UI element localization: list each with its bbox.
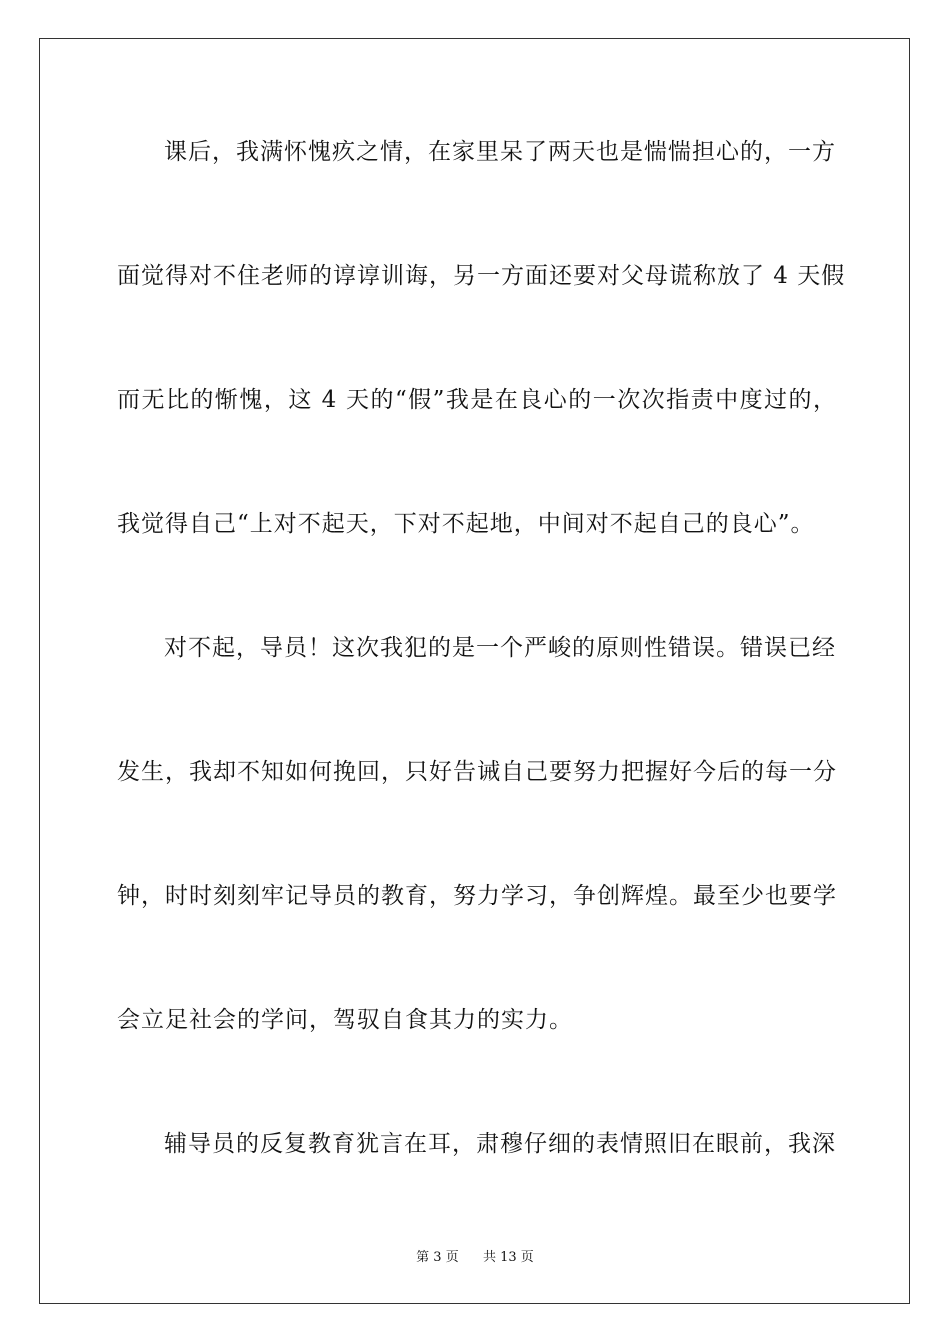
- text-line: 发生，我却不知如何挽回，只好告诫自己要努力把握好今后的每一分: [117, 759, 837, 785]
- text-line: 钟，时时刻刻牢记导员的教育，努力学习，争创辉煌。最至少也要学: [117, 883, 837, 909]
- page-footer: [0, 1246, 950, 1265]
- page-border: [39, 38, 910, 1304]
- text-line: 课后，我满怀愧疚之情，在家里呆了两天也是惴惴担心的，一方: [164, 139, 836, 165]
- text-line: 我觉得自己“上对不起天，下对不起地，中间对不起自己的良心”。: [117, 511, 815, 537]
- page-total: 共 13 页: [483, 1250, 534, 1265]
- text-line: 对不起，导员！这次我犯的是一个严峻的原则性错误。错误已经: [164, 635, 836, 661]
- text-line: 辅导员的反复教育犹言在耳，肃穆仔细的表情照旧在眼前，我深: [164, 1131, 836, 1157]
- page-number: 第 3 页: [416, 1250, 459, 1265]
- text-line: 会立足社会的学问，驾驭自食其力的实力。: [117, 1007, 573, 1033]
- text-line: 而无比的惭愧，这 4 天的“假”我是在良心的一次次指责中度过的，: [117, 387, 837, 413]
- text-line: 面觉得对不住老师的谆谆训诲，另一方面还要对父母谎称放了 4 天假: [117, 263, 846, 289]
